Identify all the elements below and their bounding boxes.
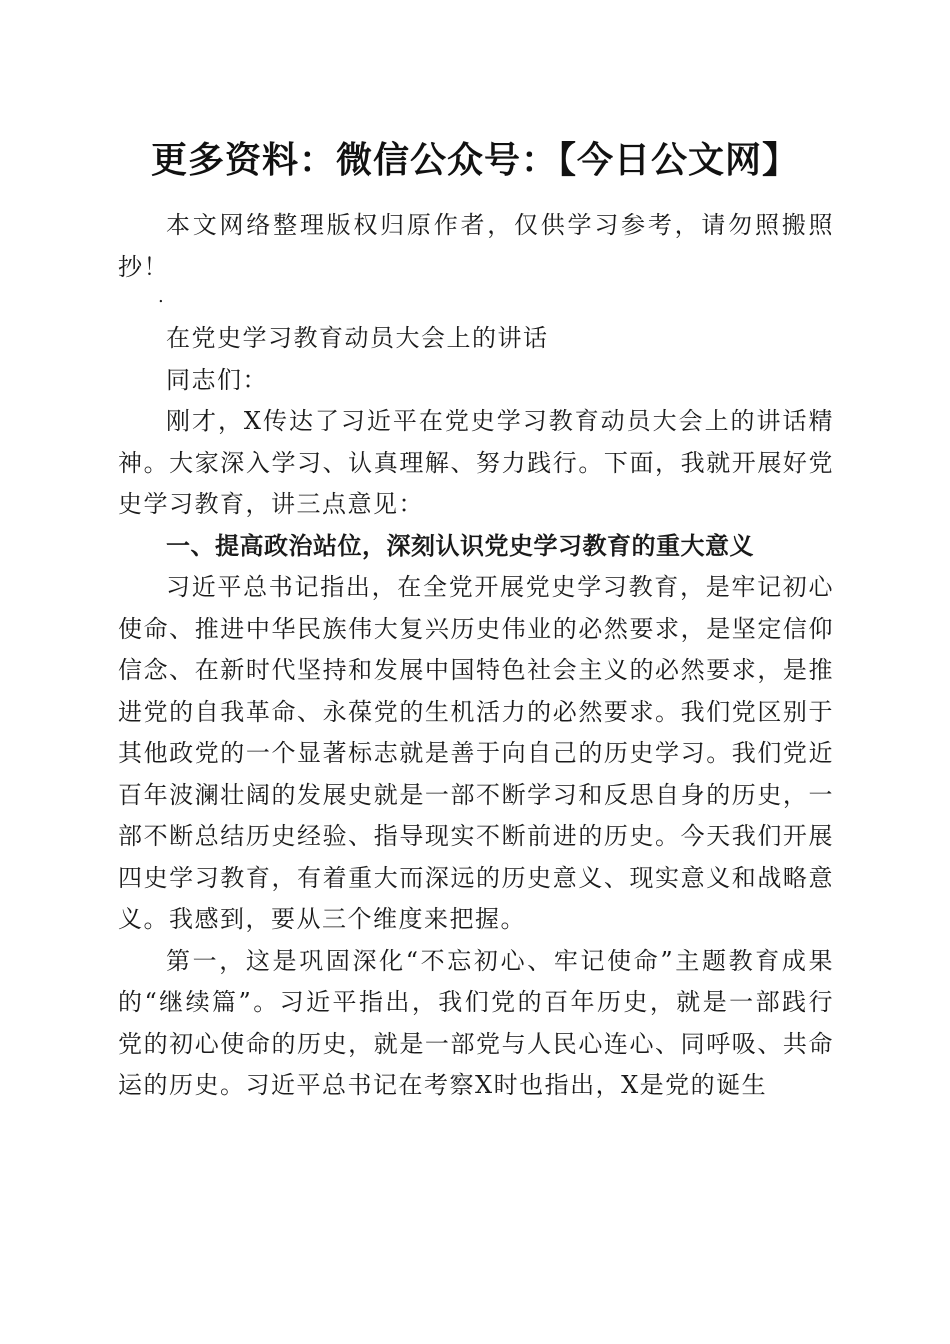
disclaimer-text: 本文网络整理版权归原作者，仅供学习参考，请勿照搬照抄！ (118, 211, 834, 281)
paragraph-body-1: 习近平总书记指出，在全党开展党史学习教育，是牢记初心使命、推进中华民族伟大复兴历史伟业的必然要求，是坚定信仰信念、在新时代坚持和发展中国特色社会主义的必然要求，是推进党的自我革命、永葆党的生机活力的必然要求。我们党区别于其他政党的一个显著标志就是善于向自己的历史学习。我们党近百年波澜壮阔的发展史就是一部不断学习和反思自身的历史，一部不断总结历史经验、指导现实不断前进的历史。今天我们开展四史学习教育，有着重大而深远的历史意义、现实意义和战略意义。我感到，要从三个维度来把握。 (118, 573, 834, 933)
speech-title: 在党史学习教育动员大会上的讲话 (166, 324, 549, 352)
dot-mark: . (158, 286, 166, 307)
salutation: 同志们： (166, 365, 268, 394)
paragraph-body-2: 第一，这是巩固深化“不忘初心、牢记使命”主题教育成果的“继续篇”。习近平指出，我们党的百年历史，就是一部践行党的初心使命的历史，就是一部党与人民心连心、同呼吸、共命运的历史。习近平总书记在考察X时也指出，X是党的诞生 (118, 946, 834, 1099)
document-body (118, 205, 834, 1107)
paragraph-intro: 刚才，X传达了习近平在党史学习教育动员大会上的讲话精神。大家深入学习、认真理解、努力践行。下面，我就开展好党史学习教育，讲三点意见： (118, 407, 834, 518)
page-header-title: 更多资料：微信公众号：【今日公文网】 (150, 140, 799, 181)
section-heading-1: 一、提高政治站位，深刻认识党史学习教育的重大意义 (166, 531, 754, 560)
